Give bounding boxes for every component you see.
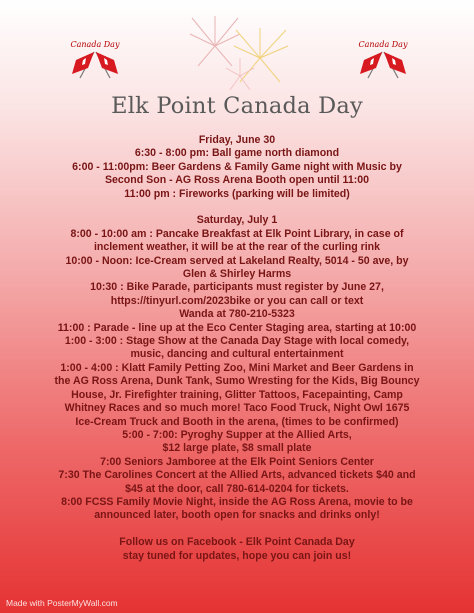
badge-label: Canada Day [358,40,408,49]
schedule-line: Wanda at 780-210-5323 [179,308,295,321]
schedule-line: 10:00 - Noon: Ice-Cream served at Lakeland Realty, 5014 - 50 ave, by [65,254,409,267]
schedule-line: $45 at the door, call 780-614-0204 for tickets. [125,482,349,495]
schedule-line: 8:00 FCSS Family Movie Night, inside the AG Ross Arena, movie to be [61,495,413,508]
closing-section [8,536,466,563]
schedule-line: Second Son - AG Ross Arena Booth open until 11:00 [104,174,370,187]
schedule-line: 1:00 - 4:00 : Klatt Family Petting Zoo, Mini Market and Beer Gardens in [60,361,414,374]
schedule-line: 5:00 - 7:00: Pyroghy Supper at the Allied Arts, [122,428,352,441]
schedule-line: 11:00 pm : Fireworks (parking will be limited) [124,187,350,200]
schedule-line: 8:00 - 10:00 am : Pancake Breakfast at Elk Point Library, in case of [70,227,404,240]
schedule-line: announced later, booth open for snacks and drinks only! [94,509,380,522]
badge-label: Canada Day [70,40,120,49]
postermywall-credit[interactable]: Made with PosterMyWall.com [6,598,118,608]
canada-day-badge-left [60,40,130,80]
schedule-line: Whitney Races and so much more! Taco Food Truck, Night Owl 1675 [64,402,410,415]
facebook-note: Follow us on Facebook - Elk Point Canada Day [119,536,355,549]
canada-day-badge-right [348,40,418,80]
schedule-line: 7:30 The Carolines Concert at the Allied Arts, advanced tickets $40 and [58,469,416,482]
schedule-line: $12 large plate, $8 small plate [162,442,312,455]
schedule-line: inclement weather, it will be at the rear of the curling rink [93,241,381,254]
schedule-line: 6:00 - 11:00pm: Beer Gardens & Family Game night with Music by [72,160,402,173]
closing-note: stay tuned for updates, hope you can join us! [122,549,352,562]
schedule-line: 6:30 - 8:00 pm: Ball game north diamond [134,147,340,160]
friday-section [8,134,466,201]
fireworks-icon [170,6,304,98]
schedule-line: 11:00 : Parade - line up at the Eco Center Staging area, starting at 10:00 [57,321,417,334]
friday-heading: Friday, June 30 [198,134,276,146]
saturday-section [8,214,466,522]
schedule-line: the AG Ross Arena, Dunk Tank, Sumo Wresting for the Kids, Big Bouncy [54,375,420,388]
bike-registration-link[interactable]: https://tinyurl.com/2023bike or you can call or text [110,294,364,307]
schedule-line: music, dancing and cultural entertainment [130,348,344,361]
saturday-heading: Saturday, July 1 [196,214,278,227]
schedule-line: 7:00 Seniors Jamboree at the Elk Point Seniors Center [100,455,374,468]
schedule-line: 1:00 - 3:00 : Stage Show at the Canada Day Stage with local comedy, [64,335,410,348]
schedule-line: Glen & Shirley Harms [182,268,292,281]
schedule-line: Ice-Cream Truck and Booth in the arena, (times to be confirmed) [75,415,399,428]
poster-title: Elk Point Canada Day [111,93,363,119]
schedule-line: House, Jr. Firefighter training, Glitter Tattoos, Facepainting, Camp [71,388,403,401]
schedule-line: 10:30 : Bike Parade, participants must register by June 27, [90,281,384,294]
event-schedule [8,134,466,563]
